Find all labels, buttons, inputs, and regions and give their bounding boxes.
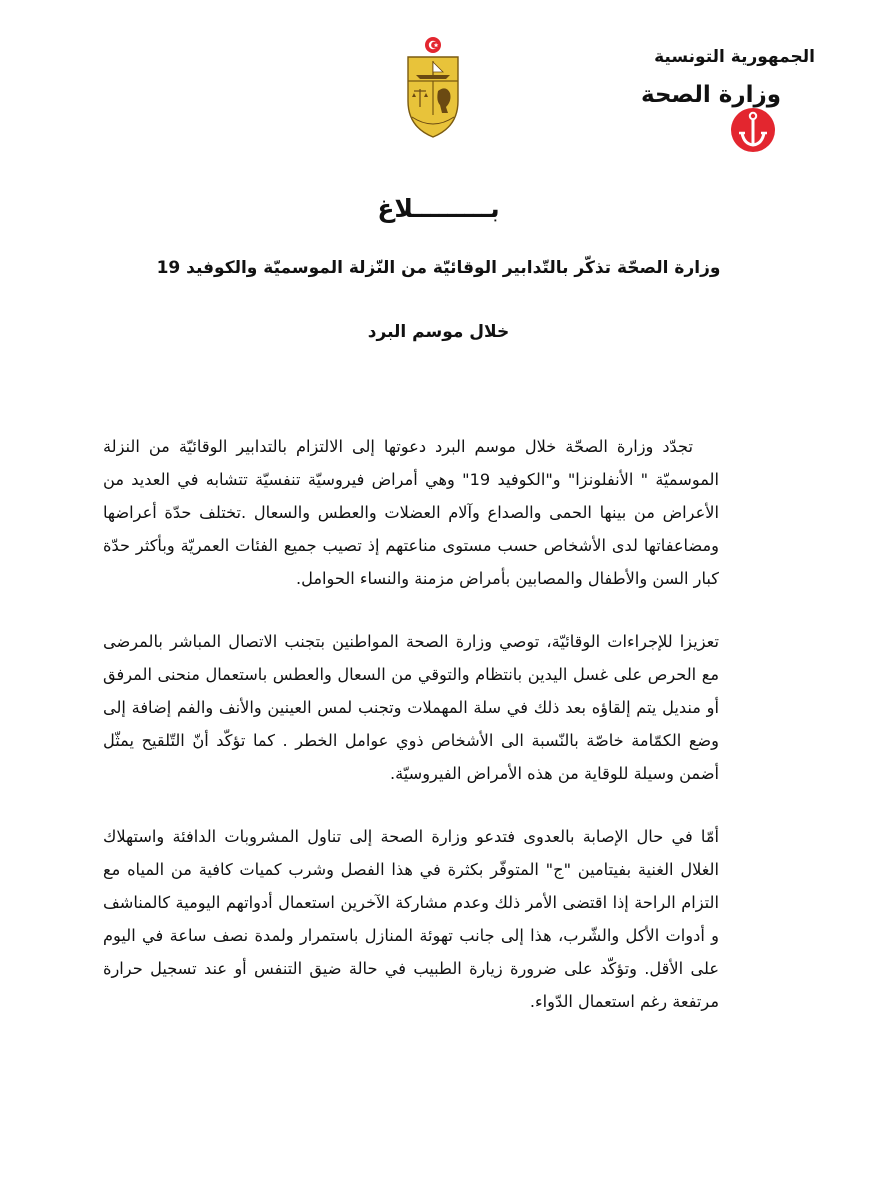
header-letterhead [595, 44, 815, 108]
tunisia-coat-of-arms-icon [402, 35, 464, 141]
document-title: وزارة الصحّة تذكّر بالتّدابير الوقائيّة من النّزلة الموسميّة والكوفيد 19 [156, 258, 721, 278]
paragraph-2: تعزيزا للإجراءات الوقائيّة، توصي وزارة الصحة المواطنين بتجنب الاتصال المباشر بالمرضى مع الحرص على غسل اليدين بانتظام والتوقي من السعال والعطس باستعمال منحنى المرفق أو منديل يتم إلقاؤه بعد ذلك في سلة المهملات وتجنب لمس العينين والأنف والفم إضافة إلى وضع الكمّامة خاصّة بالنّسبة الى الأشخاص ذوي عوامل الخطر . كما تؤكّد أنّ التّلقيح يمثّل أضمن وسيلة للوقاية من هذه الأمراض الفيروسيّة. [103, 632, 719, 783]
paragraph-1: تجدّد وزارة الصحّة خلال موسم البرد دعوتها إلى الالتزام بالتدابير الوقائيّة من النزلة الموسميّة " الأنفلونزا" و"الكوفيد 19" وهي أمراض فيروسيّة تنفسيّة تتشابه في العديد من الأعراض من بينها الحمى والصداع وآلام العضلات والعطس والسعال .تختلف حدّة أعراضها ومضاعفاتها لدى الأشخاص حسب مستوى مناعتهم إذ تصيب جميع الفئات العمريّة وبأكثر حدّة كبار السن والأطفال والمصابين بأمراض مزمنة والنساء الحوامل. [103, 437, 719, 588]
country-name: الجمهورية التونسية [654, 47, 815, 67]
document-body [103, 430, 719, 1048]
ministry-name: وزارة الصحة [641, 82, 781, 108]
paragraph-3: أمّا في حال الإصابة بالعدوى فتدعو وزارة الصحة إلى تناول المشروبات الدافئة واستهلاك الغلال الغنية بفيتامين "ج" المتوفّر بكثرة في هذا الفصل وشرب كميات كافية من المياه مع التزام الراحة إذا اقتضى الأمر ذلك وعدم مشاركة الآخرين استعمال أدواتهم اليومية كالمناشف و أدوات الأكل والشّرب، هذا إلى جانب تهوئة المنازل باستمرار ولمدة نصف ساعة في اليوم على الأقل. وتؤكّد على ضرورة زيارة الطبيب في حالة ضيق التنفس أو عند تسجيل حرارة مرتفعة رغم استعمال الدّواء. [103, 827, 719, 1011]
notice-title: بـــــــــلاغ [377, 194, 500, 223]
document-subtitle: خلال موسم البرد [367, 322, 510, 342]
ministry-of-health-logo-icon [723, 100, 783, 160]
